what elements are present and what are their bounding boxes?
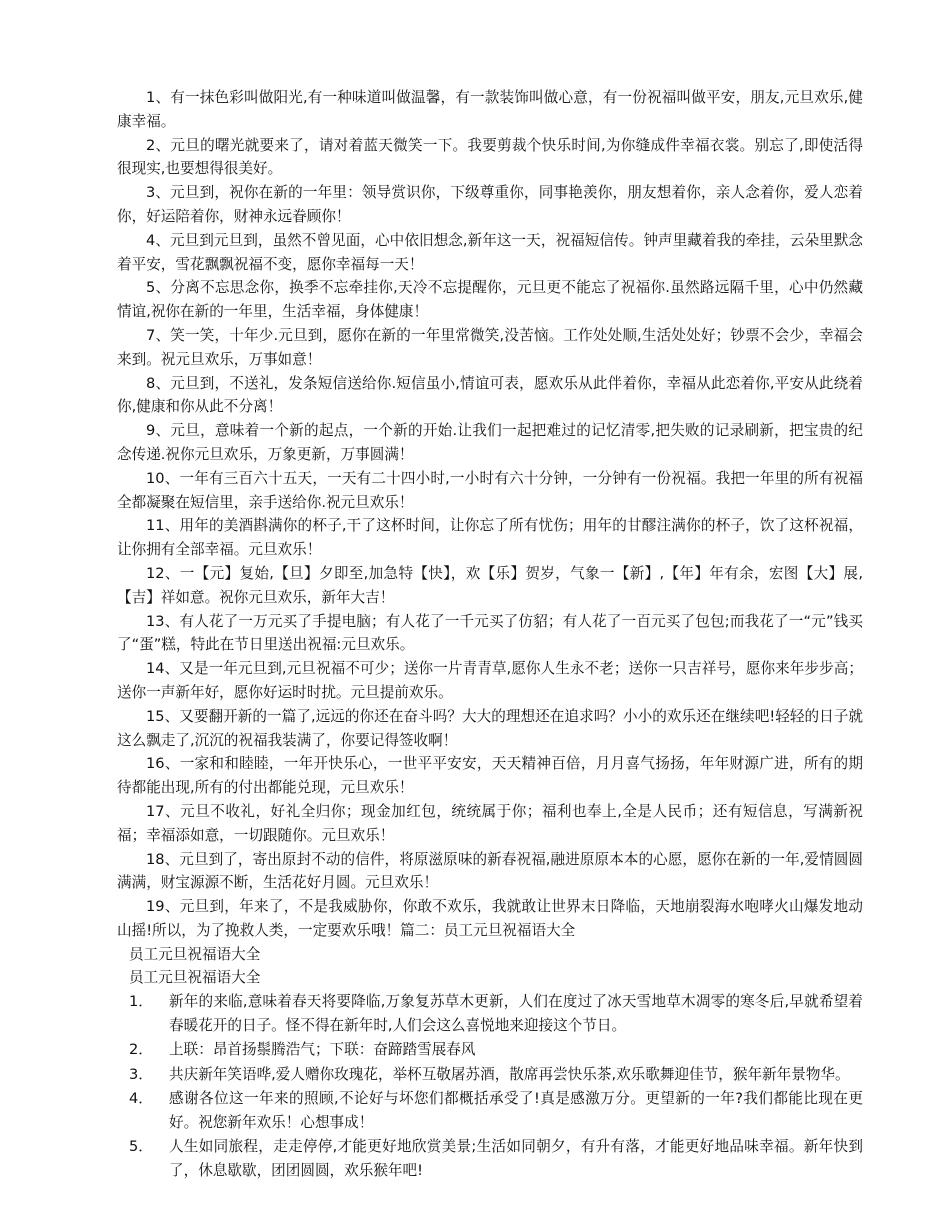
paragraph-3: 3、元旦到，祝你在新的一年里：领导赏识你，下级尊重你，同事艳羡你，朋友想着你，亲人念着你，爱人恋着你，好运陪着你，财神永远眷顾你！ <box>117 184 863 225</box>
section-heading: 员工元旦祝福语大全 <box>129 945 261 963</box>
list-item-number: 1． <box>129 993 153 1011</box>
list-item-number: 3． <box>129 1065 153 1083</box>
paragraph-9: 9、元旦，意味着一个新的起点，一个新的开始.让我们一起把难过的记忆清零,把失败的记录刷新，把宝贵的纪念传递.祝你元旦欢乐，万象更新，万事圆满！ <box>117 422 863 463</box>
greeting-paragraphs <box>117 86 863 943</box>
paragraph-18: 18、元旦到了，寄出原封不动的信件，将原滋原味的新春祝福,融进原原本本的心愿，愿你在新的一年,爱情圆圆满满，财宝源源不断，生活花好月圆。元旦欢乐！ <box>117 850 863 892</box>
list-item-text: 人生如同旅程，走走停停,才能更好地欣赏美景;生活如同朝夕，有升有落，才能更好地品味幸福。新年快到了，休息歇歇，团团圆圆，欢乐猴年吧! <box>169 1138 863 1179</box>
paragraph-1: 1、有一抹色彩叫做阳光,有一种味道叫做温馨，有一款装饰叫做心意，有一份祝福叫做平安，朋友,元旦欢乐,健康幸福。 <box>117 89 863 130</box>
paragraph-13: 13、有人花了一万元买了手提电脑；有人花了一千元买了仿貂；有人花了一百元买了包包;而我花了一“元”钱买了“蛋”糕，特此在节日里送出祝福:元旦欢乐。 <box>117 612 863 654</box>
paragraph-16: 16、一家和和睦睦，一年开快乐心，一世平平安安，天天精神百倍，月月喜气扬扬，年年财源广进，所有的期待都能出现,所有的付出都能兑现，元旦欢乐！ <box>117 755 863 797</box>
list-item-number: 4． <box>129 1089 153 1107</box>
list-item <box>117 990 863 1038</box>
list-item-number: 2． <box>129 1041 153 1059</box>
numbered-list <box>117 990 863 1182</box>
document-page <box>117 86 863 1183</box>
list-item-text: 上联：昂首扬鬃腾浩气；下联：奋蹄踏雪展春风 <box>169 1041 476 1059</box>
section-subheading: 员工元旦祝福语大全 <box>129 969 261 987</box>
list-item-text: 感谢各位这一年来的照顾,不论好与坏您们都概括承受了!真是感激万分。更望新的一年?我们都能比现在更好。祝您新年欢乐！心想事成！ <box>169 1089 863 1131</box>
list-item-text: 共庆新年笑语哗,爱人赠你玫瑰花，举杯互敬屠苏酒，散席再尝快乐茶,欢乐歌舞迎佳节，猴年新年景物华。 <box>169 1065 850 1083</box>
paragraph-5: 5、分离不忘思念你，换季不忘牵挂你,天冷不忘提醒你，元旦更不能忘了祝福你.虽然路远隔千里，心中仍然藏情谊,祝你在新的一年里，生活幸福，身体健康！ <box>117 279 863 321</box>
paragraph-15: 15、又要翻开新的一篇了,远远的你还在奋斗吗？大大的理想还在追求吗？小小的欢乐还在继续吧!轻轻的日子就这么飘走了,沉沉的祝福我装满了，你要记得签收啊！ <box>117 707 863 749</box>
list-item <box>117 1087 863 1135</box>
paragraph-11: 11、用年的美酒斟满你的杯子,干了这杯时间，让你忘了所有忧伤；用年的甘醪注满你的杯子，饮了这杯祝福，让你拥有全部幸福。元旦欢乐！ <box>117 517 863 559</box>
list-item <box>117 1135 863 1183</box>
paragraph-2: 2、元旦的曙光就要来了，请对着蓝天微笑一下。我要剪裁个快乐时间,为你缝成件幸福衣裳。别忘了,即使活得很现实,也要想得很美好。 <box>117 136 863 178</box>
list-item-number: 5． <box>129 1138 153 1156</box>
paragraph-12: 12、一【元】复始,【旦】夕即至,加急特【快】，欢【乐】贺岁，气象一【新】,【年】年有余，宏图【大】展,【吉】祥如意。祝你元旦欢乐，新年大吉！ <box>117 564 863 606</box>
list-item <box>117 1063 863 1087</box>
paragraph-4: 4、元旦到元旦到，虽然不曾见面，心中依旧想念,新年这一天，祝福短信传。钟声里藏着我的牵挂，云朵里默念着平安，雪花飘飘祝福不变，愿你幸福每一天！ <box>117 231 863 273</box>
paragraph-10: 10、一年有三百六十五天，一天有二十四小时,一小时有六十分钟，一分钟有一份祝福。我把一年里的所有祝福全都凝聚在短信里，亲手送给你.祝元旦欢乐！ <box>117 469 863 511</box>
paragraph-8: 8、元旦到，不送礼，发条短信送给你.短信虽小,情谊可表，愿欢乐从此伴着你，幸福从此恋着你,平安从此绕着你,健康和你从此不分离！ <box>117 374 863 416</box>
paragraph-7: 7、笑一笑，十年少.元旦到，愿你在新的一年里常微笑,没苦恼。工作处处顺,生活处处好；钞票不会少，幸福会来到。祝元旦欢乐，万事如意！ <box>117 326 863 368</box>
paragraph-17: 17、元旦不收礼，好礼全归你；现金加红包，统统属于你；福利也奉上,全是人民币；还有短信息，写满新祝福；幸福添如意，一切跟随你。元旦欢乐！ <box>117 802 863 844</box>
list-item-text: 新年的来临,意味着春天将要降临,万象复苏草木更新，人们在度过了冰天雪地草木凋零的寒冬后,早就希望着春暖花开的日子。怪不得在新年时,人们会这么喜悦地来迎接这个节日。 <box>169 993 863 1035</box>
list-item <box>117 1038 863 1062</box>
paragraph-19: 19、元旦到，年来了，不是我威胁你，你敢不欢乐，我就敢让世界末日降临，天地崩裂海水咆哮火山爆发地动山摇!所以，为了挽救人类，一定要欢乐哦！篇二：员工元旦祝福语大全 <box>117 898 863 939</box>
paragraph-14: 14、又是一年元旦到,元旦祝福不可少；送你一片青青草,愿你人生永不老；送你一只吉祥号，愿你来年步步高；送你一声新年好，愿你好运时时扰。元旦提前欢乐。 <box>117 660 863 701</box>
